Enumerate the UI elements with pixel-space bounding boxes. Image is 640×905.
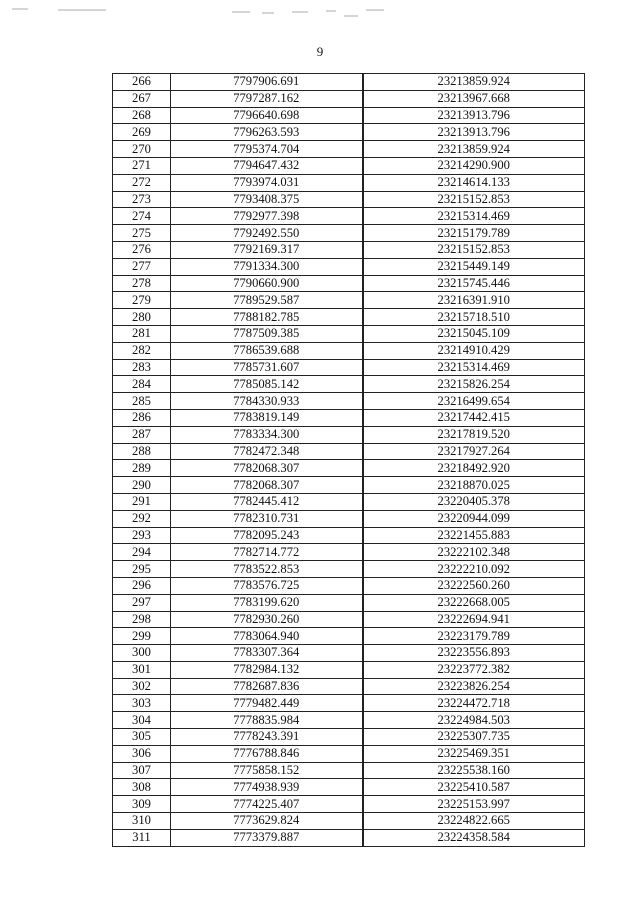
table-row [113,628,585,645]
x-coordinate-cell: 7773629.824 [171,813,363,830]
x-coordinate-cell: 7782068.307 [171,460,363,477]
y-coordinate-cell: 23215152.853 [363,241,585,258]
point-number-cell: 278 [113,275,171,292]
x-coordinate-cell: 7782930.260 [171,611,363,628]
x-coordinate-cell: 7783819.149 [171,409,363,426]
y-coordinate-cell: 23223179.789 [363,628,585,645]
point-number-cell: 274 [113,208,171,225]
table-row [113,241,585,258]
table-row [113,376,585,393]
y-coordinate-cell: 23225469.351 [363,745,585,762]
y-coordinate-cell: 23215449.149 [363,258,585,275]
table-row [113,561,585,578]
y-coordinate-cell: 23218870.025 [363,477,585,494]
point-number-cell: 288 [113,443,171,460]
y-coordinate-cell: 23224472.718 [363,695,585,712]
point-number-cell: 283 [113,359,171,376]
y-coordinate-cell: 23217927.264 [363,443,585,460]
table-row [113,309,585,326]
table-row [113,762,585,779]
y-coordinate-cell: 23222694.941 [363,611,585,628]
point-number-cell: 303 [113,695,171,712]
x-coordinate-cell: 7774938.939 [171,779,363,796]
table-row [113,611,585,628]
y-coordinate-cell: 23220405.378 [363,493,585,510]
table-row [113,107,585,124]
point-number-cell: 308 [113,779,171,796]
y-coordinate-cell: 23216391.910 [363,292,585,309]
page-number: 9 [316,44,324,59]
y-coordinate-cell: 23217442.415 [363,409,585,426]
x-coordinate-cell: 7773379.887 [171,829,363,846]
x-coordinate-cell: 7793974.031 [171,174,363,191]
table-row [113,191,585,208]
table-row [113,460,585,477]
point-number-cell: 269 [113,124,171,141]
point-number-cell: 302 [113,678,171,695]
y-coordinate-cell: 23213913.796 [363,107,585,124]
y-coordinate-cell: 23225410.587 [363,779,585,796]
y-coordinate-cell: 23214290.900 [363,157,585,174]
point-number-cell: 304 [113,712,171,729]
y-coordinate-cell: 23215826.254 [363,376,585,393]
point-number-cell: 273 [113,191,171,208]
point-number-cell: 270 [113,141,171,158]
y-coordinate-cell: 23225307.735 [363,729,585,746]
x-coordinate-cell: 7792977.398 [171,208,363,225]
table-row [113,544,585,561]
x-coordinate-cell: 7782445.412 [171,493,363,510]
table-row [113,510,585,527]
x-coordinate-cell: 7797906.691 [171,74,363,91]
point-number-cell: 279 [113,292,171,309]
y-coordinate-cell: 23222102.348 [363,544,585,561]
point-number-cell: 285 [113,393,171,410]
y-coordinate-cell: 23218492.920 [363,460,585,477]
x-coordinate-cell: 7778835.984 [171,712,363,729]
point-number-cell: 299 [113,628,171,645]
x-coordinate-cell: 7783199.620 [171,594,363,611]
point-number-cell: 266 [113,74,171,91]
x-coordinate-cell: 7782310.731 [171,510,363,527]
point-number-cell: 267 [113,90,171,107]
x-coordinate-cell: 7785731.607 [171,359,363,376]
point-number-cell: 289 [113,460,171,477]
x-coordinate-cell: 7796263.593 [171,124,363,141]
y-coordinate-cell: 23223826.254 [363,678,585,695]
table-row [113,745,585,762]
y-coordinate-cell: 23220944.099 [363,510,585,527]
y-coordinate-cell: 23224358.584 [363,829,585,846]
point-number-cell: 306 [113,745,171,762]
x-coordinate-cell: 7796640.698 [171,107,363,124]
table-row [113,829,585,846]
table-row [113,678,585,695]
point-number-cell: 268 [113,107,171,124]
table-row [113,661,585,678]
point-number-cell: 291 [113,493,171,510]
x-coordinate-cell: 7792169.317 [171,241,363,258]
table-row [113,695,585,712]
table-row [113,813,585,830]
x-coordinate-cell: 7783307.364 [171,645,363,662]
point-number-cell: 305 [113,729,171,746]
point-number-cell: 290 [113,477,171,494]
table-row [113,359,585,376]
y-coordinate-cell: 23215179.789 [363,225,585,242]
point-number-cell: 298 [113,611,171,628]
y-coordinate-cell: 23221455.883 [363,527,585,544]
scan-header-noise [0,6,640,20]
x-coordinate-cell: 7789529.587 [171,292,363,309]
x-coordinate-cell: 7786539.688 [171,342,363,359]
point-number-cell: 311 [113,829,171,846]
point-number-cell: 301 [113,661,171,678]
coordinates-table-body [113,74,585,847]
x-coordinate-cell: 7787509.385 [171,325,363,342]
table-row [113,779,585,796]
table-row [113,325,585,342]
point-number-cell: 294 [113,544,171,561]
table-row [113,527,585,544]
table-row [113,258,585,275]
x-coordinate-cell: 7783522.853 [171,561,363,578]
x-coordinate-cell: 7779482.449 [171,695,363,712]
x-coordinate-cell: 7782687.836 [171,678,363,695]
y-coordinate-cell: 23224984.503 [363,712,585,729]
table-row [113,393,585,410]
x-coordinate-cell: 7795374.704 [171,141,363,158]
x-coordinate-cell: 7792492.550 [171,225,363,242]
point-number-cell: 295 [113,561,171,578]
point-number-cell: 287 [113,426,171,443]
x-coordinate-cell: 7797287.162 [171,90,363,107]
y-coordinate-cell: 23216499.654 [363,393,585,410]
table-row [113,292,585,309]
y-coordinate-cell: 23215314.469 [363,359,585,376]
point-number-cell: 286 [113,409,171,426]
y-coordinate-cell: 23225538.160 [363,762,585,779]
table-row [113,225,585,242]
y-coordinate-cell: 23213913.796 [363,124,585,141]
point-number-cell: 300 [113,645,171,662]
point-number-cell: 277 [113,258,171,275]
coordinates-table [112,73,585,847]
point-number-cell: 280 [113,309,171,326]
point-number-cell: 292 [113,510,171,527]
x-coordinate-cell: 7794647.432 [171,157,363,174]
point-number-cell: 297 [113,594,171,611]
y-coordinate-cell: 23222210.092 [363,561,585,578]
table-row [113,729,585,746]
y-coordinate-cell: 23213967.668 [363,90,585,107]
y-coordinate-cell: 23215045.109 [363,325,585,342]
table-row [113,74,585,91]
point-number-cell: 276 [113,241,171,258]
table-row [113,124,585,141]
table-row [113,208,585,225]
x-coordinate-cell: 7782068.307 [171,477,363,494]
x-coordinate-cell: 7793408.375 [171,191,363,208]
table-row [113,141,585,158]
table-row [113,594,585,611]
y-coordinate-cell: 23214910.429 [363,342,585,359]
y-coordinate-cell: 23214614.133 [363,174,585,191]
table-row [113,796,585,813]
table-row [113,477,585,494]
point-number-cell: 307 [113,762,171,779]
x-coordinate-cell: 7784330.933 [171,393,363,410]
y-coordinate-cell: 23223772.382 [363,661,585,678]
x-coordinate-cell: 7785085.142 [171,376,363,393]
y-coordinate-cell: 23215314.469 [363,208,585,225]
point-number-cell: 275 [113,225,171,242]
point-number-cell: 309 [113,796,171,813]
table-row [113,645,585,662]
point-number-cell: 272 [113,174,171,191]
x-coordinate-cell: 7776788.846 [171,745,363,762]
y-coordinate-cell: 23217819.520 [363,426,585,443]
point-number-cell: 284 [113,376,171,393]
point-number-cell: 293 [113,527,171,544]
table-row [113,577,585,594]
table-row [113,90,585,107]
x-coordinate-cell: 7788182.785 [171,309,363,326]
table-row [113,712,585,729]
x-coordinate-cell: 7791334.300 [171,258,363,275]
x-coordinate-cell: 7782095.243 [171,527,363,544]
table-row [113,443,585,460]
table-row [113,342,585,359]
y-coordinate-cell: 23215152.853 [363,191,585,208]
table-row [113,426,585,443]
x-coordinate-cell: 7790660.900 [171,275,363,292]
y-coordinate-cell: 23222560.260 [363,577,585,594]
point-number-cell: 296 [113,577,171,594]
y-coordinate-cell: 23222668.005 [363,594,585,611]
table-row [113,174,585,191]
x-coordinate-cell: 7782472.348 [171,443,363,460]
x-coordinate-cell: 7782714.772 [171,544,363,561]
y-coordinate-cell: 23215745.446 [363,275,585,292]
y-coordinate-cell: 23223556.893 [363,645,585,662]
y-coordinate-cell: 23213859.924 [363,141,585,158]
y-coordinate-cell: 23224822.665 [363,813,585,830]
x-coordinate-cell: 7783064.940 [171,628,363,645]
table-row [113,409,585,426]
x-coordinate-cell: 7774225.407 [171,796,363,813]
x-coordinate-cell: 7778243.391 [171,729,363,746]
table-row [113,157,585,174]
y-coordinate-cell: 23215718.510 [363,309,585,326]
point-number-cell: 281 [113,325,171,342]
point-number-cell: 282 [113,342,171,359]
x-coordinate-cell: 7775858.152 [171,762,363,779]
table-row [113,275,585,292]
y-coordinate-cell: 23225153.997 [363,796,585,813]
x-coordinate-cell: 7783576.725 [171,577,363,594]
point-number-cell: 271 [113,157,171,174]
point-number-cell: 310 [113,813,171,830]
table-row [113,493,585,510]
y-coordinate-cell: 23213859.924 [363,74,585,91]
x-coordinate-cell: 7782984.132 [171,661,363,678]
x-coordinate-cell: 7783334.300 [171,426,363,443]
